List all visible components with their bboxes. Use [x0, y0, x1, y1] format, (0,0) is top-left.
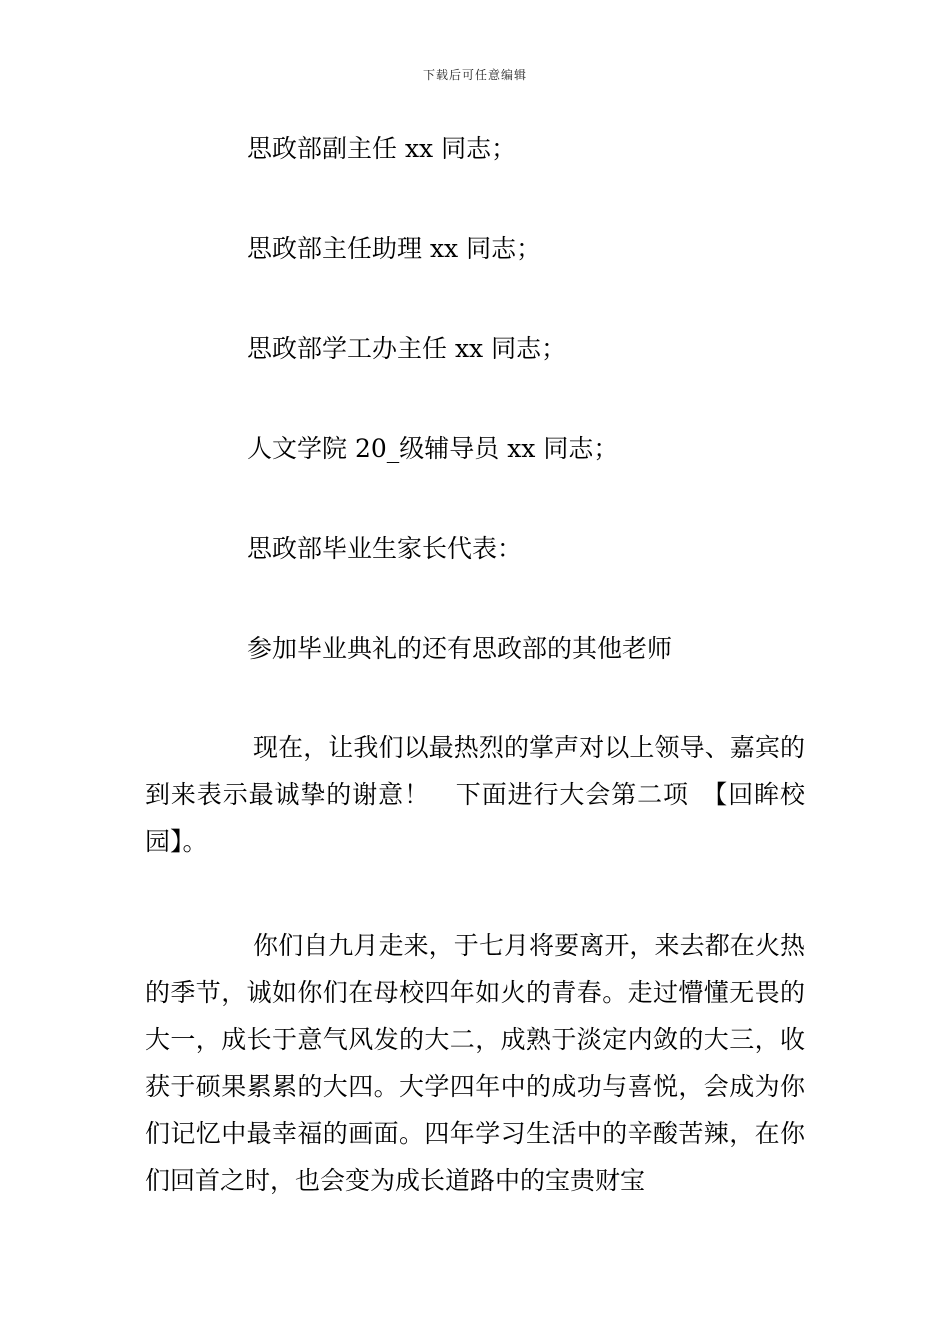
paragraph-thanks: 现在，让我们以最热烈的掌声对以上领导、嘉宾的到来表示最诚挚的谢意！ 下面进行大会第二项 【回眸校园】。: [145, 733, 805, 856]
attendee-line-3: 思政部学工办主任 xx 同志；: [247, 334, 567, 363]
attendee-line-2: 思政部主任助理 xx 同志；: [247, 234, 542, 263]
attendee-line-4: 人文学院 20_级辅导员 xx 同志；: [247, 434, 619, 463]
attendee-line-5: 思政部毕业生家长代表：: [247, 534, 523, 563]
attendee-line-1: 思政部副主任 xx 同志；: [247, 134, 517, 163]
header-note: 下载后可任意编辑: [422, 68, 527, 82]
paragraph-review: 你们自九月走来，于七月将要离开，来去都在火热的季节，诚如你们在母校四年如火的青春。走过懵懂无畏的大一，成长于意气风发的大二，成熟于淡定内敛的大三，收获于硕果累累的大四。大学四年中的成功与喜悦，会成为你们记忆中最幸福的画面。四年学习生活中的辛酸苦辣，在你们回首之时，也会变为成长道路中的宝贵财宝: [145, 931, 805, 1195]
attendee-line-6: 参加毕业典礼的还有思政部的其他老师: [247, 634, 673, 663]
